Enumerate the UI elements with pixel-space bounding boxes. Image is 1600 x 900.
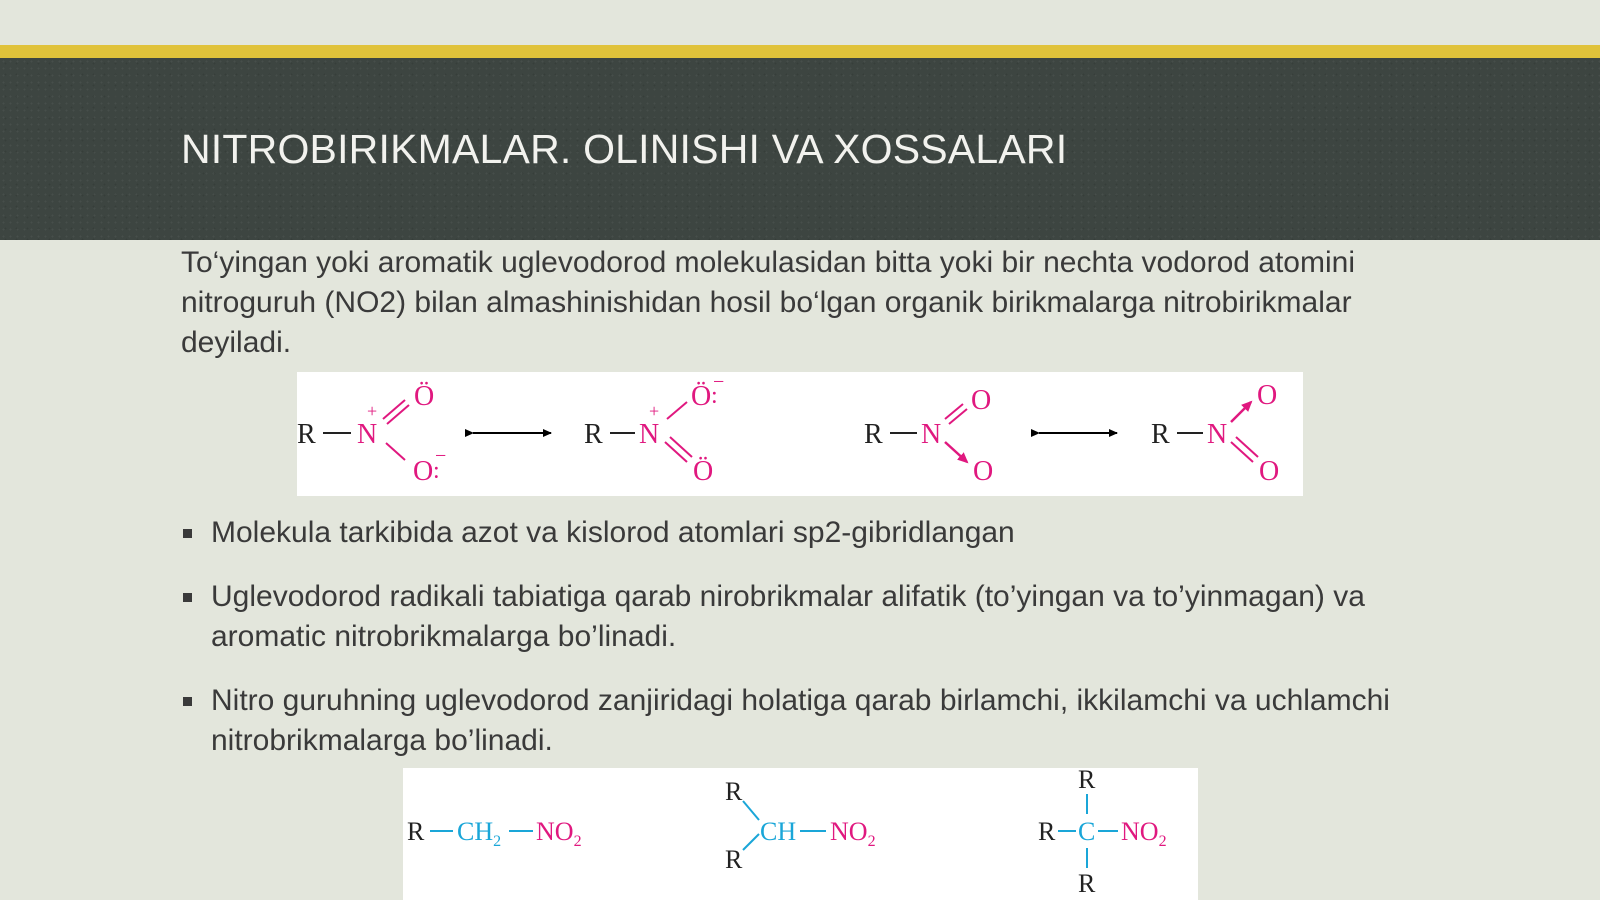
bullet-text: Molekula tarkibida azot va kislorod atomlari sp2-gibridlangan — [211, 516, 1015, 549]
single-bond — [743, 834, 759, 850]
bullet-text: Nitro guruhning uglevodorod zanjiridagi holatiga qarab birlamchi, ikkilamchi va uchlamchi nitrobrikmalarga bo’linadi. — [211, 684, 1390, 757]
slide-title: NITROBIRIKMALAR. OLINISHI VA XOSSALARI — [181, 126, 1068, 172]
nitro-label: NO — [830, 817, 868, 846]
ch2-label: CH — [457, 817, 494, 846]
nitrogen-atom: N — [1207, 419, 1228, 450]
dative-bond-arrow-icon — [1231, 402, 1251, 422]
r-group-label: R — [725, 777, 743, 806]
double-bond — [670, 437, 692, 457]
resonance-structures-panel — [297, 372, 1303, 496]
subscript: 2 — [1158, 833, 1167, 850]
bullet-text: Uglevodorod radikali tabiatiga qarab nirobrikmalar alifatik (to’yingan va to’yinmagan) va aromatic nitrobrikmalarga bo’linadi. — [211, 580, 1365, 653]
double-bond — [387, 405, 409, 424]
oxygen-atom-bottom: O — [1259, 456, 1280, 487]
list-item — [181, 681, 1431, 761]
oxygen-atom-bottom: Ö — [693, 456, 714, 487]
r-group-label: R — [1078, 869, 1096, 898]
double-bond — [1236, 437, 1258, 457]
primary-nitro-structure — [407, 817, 582, 850]
dative-bond-arrow-icon — [945, 442, 967, 462]
lone-pair-colon: : — [711, 383, 718, 409]
tertiary-nitro-structure — [1038, 768, 1167, 898]
oxygen-atom-bottom: O — [413, 456, 434, 487]
secondary-nitro-structure — [725, 777, 876, 874]
r-group-label: R — [725, 845, 743, 874]
r-group-label: R — [407, 817, 425, 846]
nitrogen-atom: N — [639, 419, 660, 450]
positive-charge: + — [367, 401, 378, 421]
double-bond — [665, 442, 687, 462]
resonance-structure-1 — [297, 381, 446, 487]
single-bond — [667, 402, 687, 419]
nitro-group — [536, 817, 582, 850]
double-bond — [1231, 442, 1253, 462]
resonance-structure-4 — [1151, 380, 1279, 487]
subscript: 2 — [867, 833, 876, 850]
nitrogen-atom: N — [357, 419, 378, 450]
nitro-classes-panel — [403, 768, 1198, 900]
nitro-label: NO — [536, 817, 574, 846]
nitro-classes-figure — [403, 768, 1198, 900]
r-group-label: R — [584, 419, 603, 450]
intro-paragraph: To‘yingan yoki aromatik uglevodorod molekulasidan bitta yoki bir nechta vodorod atomini nitroguruh (NO2) bilan almashinishidan hosil bo‘lgan organik birikmalarga nitrobirikmalar deyiladi. — [181, 246, 1355, 359]
negative-charge: − — [435, 445, 447, 467]
oxygen-atom-top: O — [1257, 380, 1278, 411]
resonance-structure-2 — [584, 372, 724, 487]
single-bond — [386, 443, 405, 460]
lone-pair-colon: : — [433, 458, 440, 484]
nitrogen-atom: N — [921, 419, 942, 450]
resonance-structures-figure — [297, 372, 1303, 496]
oxygen-atom-top: Ö — [691, 381, 712, 412]
nitro-label: NO — [1121, 817, 1159, 846]
nitro-group — [1121, 817, 1167, 850]
accent-bar — [0, 45, 1600, 58]
double-bond — [949, 409, 967, 424]
oxygen-atom-top: O — [971, 385, 992, 416]
list-item — [181, 513, 1431, 553]
double-bond — [945, 404, 963, 419]
subscript: 2 — [493, 833, 502, 850]
r-group-label: R — [1038, 817, 1056, 846]
negative-charge: − — [713, 372, 725, 393]
bullet-list — [181, 513, 1431, 785]
subscript: 2 — [573, 833, 582, 850]
nitro-group — [830, 817, 876, 850]
list-item — [181, 577, 1431, 657]
oxygen-atom-top: Ö — [414, 381, 435, 412]
oxygen-atom-bottom: O — [973, 456, 994, 487]
resonance-structure-3 — [864, 385, 993, 487]
single-bond — [743, 801, 759, 820]
square-bullet-icon — [183, 697, 192, 706]
square-bullet-icon — [183, 593, 192, 602]
positive-charge: + — [649, 401, 660, 421]
double-bond — [383, 400, 405, 419]
r-group-label: R — [297, 419, 316, 450]
square-bullet-icon — [183, 529, 192, 538]
ch-group: CH — [760, 817, 797, 846]
central-carbon: C — [1078, 817, 1096, 846]
ch2-group — [457, 817, 501, 850]
r-group-label: R — [1151, 419, 1170, 450]
r-group-label: R — [864, 419, 883, 450]
r-group-label: R — [1078, 768, 1096, 794]
